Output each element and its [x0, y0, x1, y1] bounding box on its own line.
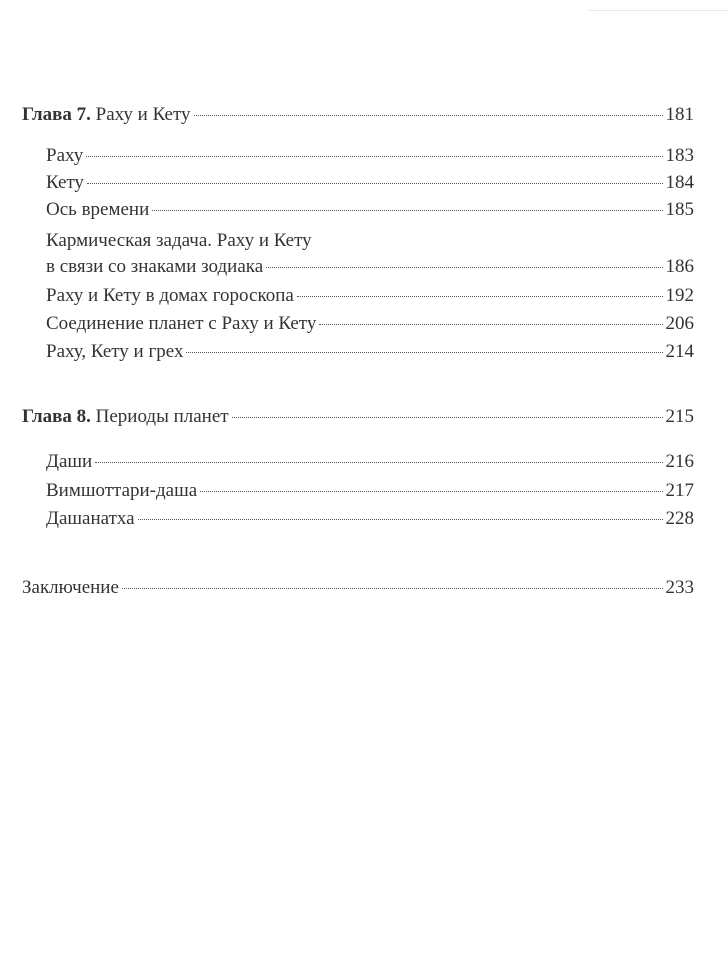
chapter-number: Глава 7.	[22, 104, 91, 125]
toc-section-houses[interactable]	[46, 285, 694, 307]
dot-leader	[186, 352, 662, 353]
dot-leader	[232, 417, 663, 418]
page-number: 217	[665, 480, 694, 501]
dot-leader	[122, 588, 663, 589]
dot-leader	[86, 156, 662, 157]
section-title: Раху и Кету в домах гороскопа	[46, 285, 294, 306]
dot-leader	[297, 296, 663, 297]
section-title: Даши	[46, 451, 93, 472]
section-title: Раху	[46, 145, 84, 166]
page-number: 214	[665, 341, 694, 362]
toc-section-karmic-task[interactable]	[46, 256, 694, 278]
page-number: 216	[665, 451, 694, 472]
page-edge-mark	[588, 10, 728, 31]
dot-leader	[87, 183, 663, 184]
section-title: Раху, Кету и грех	[46, 341, 184, 362]
section-title: Соединение планет с Раху и Кету	[46, 313, 317, 334]
chapter-title: Раху и Кету	[95, 104, 191, 125]
dot-leader	[200, 491, 662, 492]
toc-section-ketu[interactable]	[46, 172, 694, 194]
page-number: 233	[665, 577, 694, 598]
page-number: 206	[665, 313, 694, 334]
page-number: 192	[665, 285, 694, 306]
chapter-title: Периоды планет	[95, 406, 229, 427]
section-title: Ось времени	[46, 199, 150, 220]
section-title: в связи со знаками зодиака	[46, 256, 264, 277]
section-title-line-1: Кармическая задача. Раху и Кету	[46, 230, 312, 251]
toc-section-vimshottari[interactable]	[46, 480, 694, 502]
dot-leader	[266, 267, 662, 268]
page-number: 184	[665, 172, 694, 193]
page-number: 215	[665, 406, 694, 427]
toc-chapter-8[interactable]	[22, 406, 694, 428]
toc-section-axis-of-time[interactable]	[46, 199, 694, 221]
toc-section-conjunction[interactable]	[46, 313, 694, 335]
dot-leader	[138, 519, 663, 520]
toc-section-dashanatha[interactable]	[46, 508, 694, 530]
dot-leader	[95, 462, 662, 463]
section-title: Кету	[46, 172, 84, 193]
chapter-number: Глава 8.	[22, 406, 91, 427]
section-title: Заключение	[22, 577, 119, 598]
page-number: 228	[665, 508, 694, 529]
page-number: 181	[665, 104, 694, 125]
dot-leader	[194, 115, 663, 116]
page-number: 185	[665, 199, 694, 220]
dot-leader	[152, 210, 662, 211]
toc-conclusion[interactable]	[22, 577, 694, 599]
dot-leader	[319, 324, 662, 325]
toc-chapter-7[interactable]	[22, 104, 694, 126]
page-number: 183	[665, 145, 694, 166]
toc-section-dashi[interactable]	[46, 451, 694, 473]
section-title: Вимшоттари-даша	[46, 480, 198, 501]
toc-section-sin[interactable]	[46, 341, 694, 363]
toc-section-rahu[interactable]	[46, 145, 694, 167]
page-number: 186	[665, 256, 694, 277]
section-title: Дашанатха	[46, 508, 135, 529]
